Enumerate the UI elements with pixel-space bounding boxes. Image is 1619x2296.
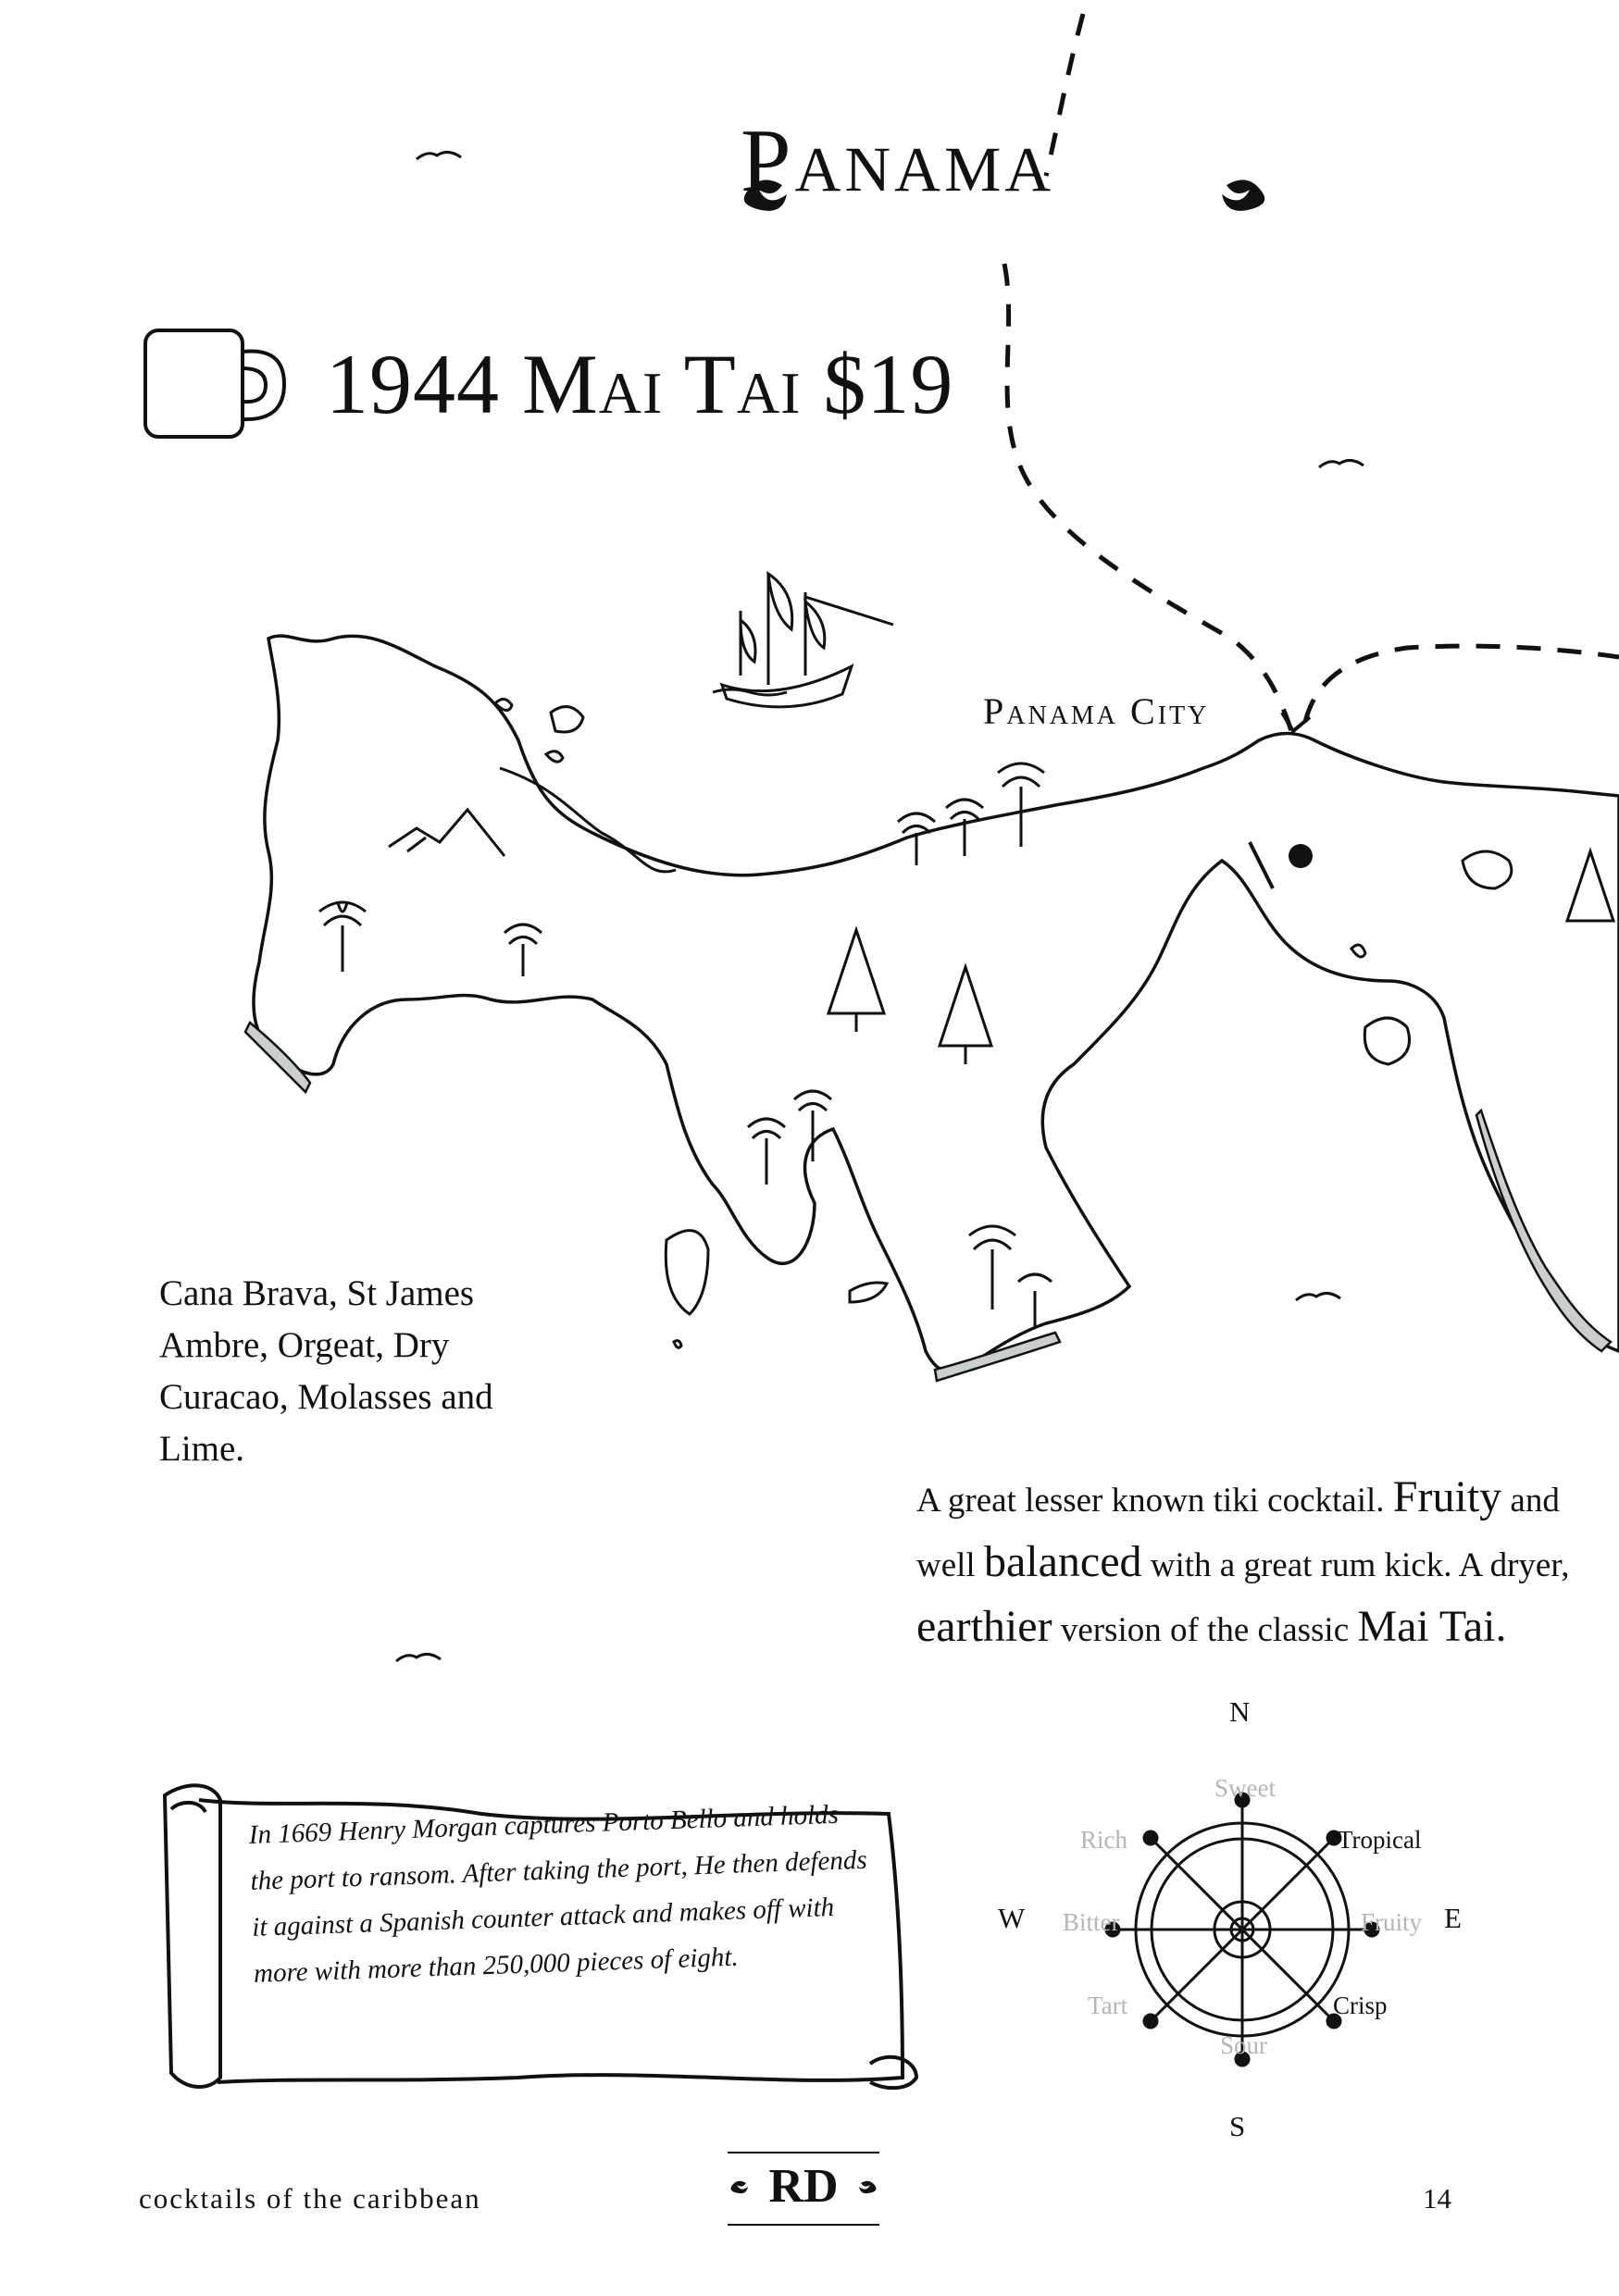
flavor-rich: Rich: [1080, 1826, 1127, 1854]
footer-book-title: cocktails of the caribbean: [139, 2182, 481, 2215]
description-emphasis: earthier: [916, 1602, 1052, 1651]
drink-price: $19: [823, 337, 954, 431]
description-part: and well: [916, 1482, 1560, 1584]
flavor-crisp: Crisp: [1333, 1992, 1388, 2019]
description-emphasis: Mai Tai.: [1357, 1602, 1507, 1651]
flavor-tropical: Tropical: [1338, 1826, 1422, 1854]
pine-tree-icons: [828, 851, 1613, 1064]
shaded-coast-3: [1476, 1111, 1611, 1351]
drink-description: [916, 1467, 1583, 1661]
panama-city-marker: [1289, 844, 1313, 868]
country-title: Panama: [741, 111, 1055, 211]
islands: [495, 699, 1512, 1347]
compass-north: N: [1229, 1695, 1251, 1728]
description-part: with a great rum kick. A dryer,: [1141, 1546, 1570, 1584]
flavor-sweet: Sweet: [1214, 1774, 1276, 1802]
shaded-coast-2: [935, 1333, 1060, 1381]
mug-icon: [145, 330, 284, 437]
route-dashed-line-2: [1004, 264, 1291, 731]
description-part: A great lesser known tiki cocktail.: [916, 1482, 1385, 1520]
canal-line: [1250, 842, 1273, 888]
history-note: In 1669 Henry Morgan captures Porto Bello and holds the port to ransom. After taking the port, He then defends it against a Spanish counter attack and makes off with more with more than 250,000 pieces of eight.: [248, 1799, 868, 1989]
route-dashed-line-3: [1305, 646, 1619, 722]
description-emphasis: balanced: [983, 1537, 1142, 1586]
flavor-fruity: Fruity: [1361, 1908, 1423, 1936]
flavor-tart: Tart: [1088, 1992, 1128, 2019]
ship-icon: [713, 574, 893, 707]
description-emphasis: Fruity: [1392, 1472, 1502, 1521]
flavor-sour: Sour: [1220, 2031, 1268, 2059]
landmass-west: [254, 636, 1619, 1371]
flavor-bitter: Bitter: [1063, 1908, 1120, 1936]
rd-logo: RD: [728, 2152, 879, 2226]
map-city-label: Panama City: [983, 690, 1210, 732]
description-part: version of the classic: [1052, 1611, 1358, 1649]
shaded-coast: [245, 1023, 310, 1092]
ingredients-list: Cana Brava, St James Ambre, Orgeat, Dry Curacao, Molasses and Lime.: [159, 1273, 493, 1469]
drink-title: [326, 335, 953, 433]
compass-south: S: [1229, 2110, 1246, 2142]
mountain-icons: [389, 810, 504, 856]
page-number: 14: [1423, 2182, 1451, 2215]
compass-east: E: [1444, 1902, 1462, 1934]
drink-name: 1944 Mai Tai: [326, 337, 802, 431]
compass-west: W: [998, 1902, 1026, 1934]
